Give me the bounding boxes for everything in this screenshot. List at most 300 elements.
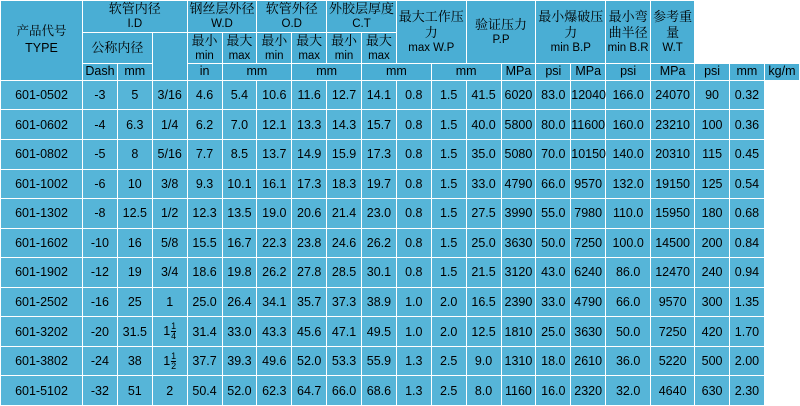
cell-pp-psi: 12040 (571, 80, 606, 110)
group-header-pp-en: P.P (492, 34, 510, 47)
cell-id-min: 31.4 (187, 317, 222, 347)
cell-pp-psi: 6240 (571, 258, 606, 288)
cell-id-max: 5.4 (222, 80, 257, 110)
cell-wp-psi: 3630 (501, 228, 536, 258)
table-row (1, 346, 800, 376)
table-row (1, 169, 800, 199)
cell-wp-psi: 2390 (501, 287, 536, 317)
group-header-wd-en: W.D (211, 18, 233, 31)
group-header-wd (187, 1, 257, 33)
cell-wd-max: 14.9 (292, 139, 327, 169)
unit-header-pp-psi: psi (606, 64, 651, 81)
cell-dash: -10 (83, 228, 118, 258)
cell-in: 1/2 (152, 199, 187, 229)
cell-pp-mpa: 43.0 (536, 258, 571, 288)
cell-od-min: 18.3 (327, 169, 362, 199)
cell-wp-psi: 1160 (501, 376, 536, 406)
cell-wd-min: 43.3 (257, 317, 292, 347)
cell-in: 1/4 (152, 110, 187, 140)
subheader-od-max-en: max (368, 49, 390, 62)
cell-pp-mpa: 18.0 (536, 346, 571, 376)
cell-dash: -32 (83, 376, 118, 406)
cell-mm: 19 (117, 258, 152, 288)
cell-bp-psi: 5220 (651, 346, 695, 376)
cell-wp-mpa: 25.0 (466, 228, 501, 258)
cell-mm: 51 (117, 376, 152, 406)
cell-br: 300 (695, 287, 730, 317)
subheader-od-min-cn: 最小 (331, 32, 358, 48)
header-row-groups (1, 1, 800, 33)
group-header-wt-cn: 参考重量 (653, 8, 693, 40)
cell-wd-min: 49.6 (257, 346, 292, 376)
cell-od-max: 30.1 (362, 258, 397, 288)
cell-mm: 10 (117, 169, 152, 199)
cell-od-max: 26.2 (362, 228, 397, 258)
cell-mm: 8 (117, 139, 152, 169)
cell-ct-min: 1.0 (396, 287, 431, 317)
cell-id-max: 16.7 (222, 228, 257, 258)
cell-pp-psi: 2320 (571, 376, 606, 406)
group-header-id-cn: 软管内径 (108, 1, 161, 16)
cell-in: 5/8 (152, 228, 187, 258)
unit-header-mm: mm (117, 64, 152, 81)
group-header-pp (466, 1, 536, 64)
cell-wd-min: 22.3 (257, 228, 292, 258)
cell-wp-mpa: 8.0 (466, 376, 501, 406)
group-header-ct (327, 1, 397, 33)
cell-wt: 0.84 (730, 228, 765, 258)
cell-mm: 16 (117, 228, 152, 258)
cell-od-min: 14.3 (327, 110, 362, 140)
cell-wp-mpa: 16.5 (466, 287, 501, 317)
cell-bp-mpa: 132.0 (606, 169, 651, 199)
cell-id-min: 25.0 (187, 287, 222, 317)
group-header-wp-cn: 最大工作压力 (398, 8, 464, 40)
cell-ct-max: 1.5 (431, 258, 466, 288)
cell-id-max: 8.5 (222, 139, 257, 169)
cell-wp-mpa: 9.0 (466, 346, 501, 376)
cell-wt: 1.70 (730, 317, 765, 347)
cell-id-min: 37.7 (187, 346, 222, 376)
cell-wd-min: 34.1 (257, 287, 292, 317)
cell-br: 500 (695, 346, 730, 376)
cell-wt: 0.32 (730, 80, 765, 110)
cell-wd-min: 12.1 (257, 110, 292, 140)
unit-header-wp-mpa: MPa (501, 64, 536, 81)
header-row-units (1, 64, 800, 81)
cell-in: 3/4 (152, 258, 187, 288)
group-header-br (606, 1, 651, 64)
cell-ct-max: 1.5 (431, 169, 466, 199)
cell-ct-min: 0.8 (396, 199, 431, 229)
cell-wp-psi: 1810 (501, 317, 536, 347)
cell-bp-psi: 12470 (651, 258, 695, 288)
cell-od-max: 68.6 (362, 376, 397, 406)
cell-type: 601-1602 (1, 228, 83, 258)
cell-bp-psi: 15950 (651, 199, 695, 229)
unit-header-dash: Dash (83, 64, 118, 81)
subheader-id-max-en: max (228, 49, 251, 62)
cell-type: 601-0802 (1, 139, 83, 169)
cell-mm: 5 (117, 80, 152, 110)
cell-od-max: 38.9 (362, 287, 397, 317)
cell-ct-min: 0.8 (396, 228, 431, 258)
cell-od-max: 15.7 (362, 110, 397, 140)
cell-id-min: 4.6 (187, 80, 222, 110)
cell-bp-psi: 7250 (651, 317, 695, 347)
cell-pp-psi: 4790 (571, 287, 606, 317)
group-header-od-cn: 软管外径 (265, 1, 318, 16)
cell-bp-mpa: 140.0 (606, 139, 651, 169)
cell-ct-min: 0.8 (396, 139, 431, 169)
subheader-wd-min (257, 32, 292, 64)
table-row (1, 139, 800, 169)
cell-od-max: 14.1 (362, 80, 397, 110)
cell-ct-max: 1.5 (431, 80, 466, 110)
table-row (1, 228, 800, 258)
cell-wt: 2.00 (730, 346, 765, 376)
cell-wp-mpa: 41.5 (466, 80, 501, 110)
cell-ct-max: 2.0 (431, 287, 466, 317)
subheader-wd-min-en: min (265, 49, 284, 62)
cell-wp-psi: 6020 (501, 80, 536, 110)
cell-wd-min: 26.2 (257, 258, 292, 288)
cell-id-min: 18.6 (187, 258, 222, 288)
unit-header-wp-psi: psi (536, 64, 571, 81)
cell-ct-max: 1.5 (431, 199, 466, 229)
group-header-bp (536, 1, 606, 64)
unit-header-bp-psi: psi (695, 64, 730, 81)
cell-pp-mpa: 55.0 (536, 199, 571, 229)
cell-wp-mpa: 40.0 (466, 110, 501, 140)
cell-mm: 31.5 (117, 317, 152, 347)
cell-ct-max: 2.5 (431, 376, 466, 406)
cell-wt: 0.36 (730, 110, 765, 140)
cell-pp-mpa: 33.0 (536, 287, 571, 317)
cell-id-max: 7.0 (222, 110, 257, 140)
cell-wp-psi: 3990 (501, 199, 536, 229)
cell-in: 3/16 (152, 80, 187, 110)
cell-type: 601-3802 (1, 346, 83, 376)
unit-header-br-mm: mm (730, 64, 765, 81)
cell-id-min: 6.2 (187, 110, 222, 140)
cell-pp-psi: 9570 (571, 169, 606, 199)
cell-wd-min: 62.3 (257, 376, 292, 406)
table-row (1, 376, 800, 406)
subheader-wd-min-cn: 最小 (261, 32, 288, 48)
unit-header-wt-kgm: kg/m (764, 64, 799, 81)
cell-dash: -16 (83, 287, 118, 317)
cell-dash: -5 (83, 139, 118, 169)
cell-wd-min: 19.0 (257, 199, 292, 229)
cell-type: 601-1002 (1, 169, 83, 199)
cell-od-min: 24.6 (327, 228, 362, 258)
subheader-od-max-cn: 最大 (365, 32, 392, 48)
cell-od-min: 28.5 (327, 258, 362, 288)
cell-bp-mpa: 50.0 (606, 317, 651, 347)
cell-wp-mpa: 35.0 (466, 139, 501, 169)
cell-id-max: 52.0 (222, 376, 257, 406)
cell-pp-psi: 3630 (571, 317, 606, 347)
cell-od-min: 66.0 (327, 376, 362, 406)
cell-od-min: 53.3 (327, 346, 362, 376)
cell-ct-min: 0.8 (396, 169, 431, 199)
cell-pp-psi: 11600 (571, 110, 606, 140)
cell-dash: -20 (83, 317, 118, 347)
cell-pp-mpa: 80.0 (536, 110, 571, 140)
subheader-id-min (187, 32, 222, 64)
subheader-id-min-cn: 最小 (191, 32, 218, 48)
table-row (1, 258, 800, 288)
cell-wt: 0.94 (730, 258, 765, 288)
group-header-wd-cn: 钢丝层外径 (189, 1, 255, 16)
cell-type: 601-1902 (1, 258, 83, 288)
cell-ct-min: 0.8 (396, 80, 431, 110)
unit-header-bp-mpa: MPa (651, 64, 695, 81)
cell-od-min: 21.4 (327, 199, 362, 229)
cell-dash: -3 (83, 80, 118, 110)
cell-mm: 25 (117, 287, 152, 317)
cell-br: 180 (695, 199, 730, 229)
cell-bp-psi: 24070 (651, 80, 695, 110)
table-row (1, 80, 800, 110)
cell-id-min: 7.7 (187, 139, 222, 169)
cell-ct-min: 1.3 (396, 376, 431, 406)
subheader-wd-max (292, 32, 327, 64)
cell-br: 630 (695, 376, 730, 406)
cell-br: 90 (695, 80, 730, 110)
cell-id-max: 10.1 (222, 169, 257, 199)
cell-id-min: 12.3 (187, 199, 222, 229)
cell-bp-mpa: 110.0 (606, 199, 651, 229)
group-header-od-en: O.D (281, 18, 302, 31)
cell-bp-psi: 19150 (651, 169, 695, 199)
cell-in: 1 (152, 287, 187, 317)
cell-ct-min: 0.8 (396, 258, 431, 288)
cell-wp-psi: 4790 (501, 169, 536, 199)
cell-in: 3/8 (152, 169, 187, 199)
cell-type: 601-1302 (1, 199, 83, 229)
cell-bp-mpa: 100.0 (606, 228, 651, 258)
cell-pp-mpa: 83.0 (536, 80, 571, 110)
cell-dash: -6 (83, 169, 118, 199)
cell-wt: 1.35 (730, 287, 765, 317)
cell-pp-psi: 10150 (571, 139, 606, 169)
cell-wd-max: 20.6 (292, 199, 327, 229)
cell-in: 1 $\frac{1}{4}$ (152, 317, 187, 347)
cell-bp-mpa: 160.0 (606, 110, 651, 140)
unit-header-od-mm: mm (362, 64, 432, 81)
cell-id-max: 19.8 (222, 258, 257, 288)
cell-wd-min: 13.7 (257, 139, 292, 169)
cell-ct-max: 1.5 (431, 110, 466, 140)
cell-wd-min: 16.1 (257, 169, 292, 199)
cell-ct-max: 2.0 (431, 317, 466, 347)
cell-pp-mpa: 16.0 (536, 376, 571, 406)
cell-wd-max: 64.7 (292, 376, 327, 406)
cell-wd-max: 13.3 (292, 110, 327, 140)
group-header-ct-cn: 外胶层厚度 (328, 1, 394, 16)
subheader-od-max (362, 32, 397, 64)
group-header-pp-cn: 验证压力 (474, 16, 527, 32)
cell-od-max: 49.5 (362, 317, 397, 347)
cell-ct-max: 2.5 (431, 346, 466, 376)
group-header-ct-en: C.T (352, 18, 371, 31)
group-header-wt (651, 1, 695, 64)
cell-br: 200 (695, 228, 730, 258)
cell-bp-psi: 4640 (651, 376, 695, 406)
cell-wd-max: 17.3 (292, 169, 327, 199)
cell-id-max: 33.0 (222, 317, 257, 347)
cell-in: 2 (152, 376, 187, 406)
table-body (1, 80, 800, 405)
cell-type: 601-2502 (1, 287, 83, 317)
cell-br: 100 (695, 110, 730, 140)
cell-wd-max: 45.6 (292, 317, 327, 347)
unit-header-ct-mm: mm (431, 64, 501, 81)
cell-type: 601-0502 (1, 80, 83, 110)
table-row (1, 199, 800, 229)
unit-header-wd-mm: mm (292, 64, 362, 81)
cell-dash: -12 (83, 258, 118, 288)
cell-dash: -4 (83, 110, 118, 140)
cell-id-max: 13.5 (222, 199, 257, 229)
cell-bp-mpa: 86.0 (606, 258, 651, 288)
cell-pp-mpa: 66.0 (536, 169, 571, 199)
cell-wt: 0.68 (730, 199, 765, 229)
cell-bp-mpa: 32.0 (606, 376, 651, 406)
cell-wp-psi: 5080 (501, 139, 536, 169)
column-header-type-en: TYPE (25, 41, 58, 56)
cell-pp-psi: 7250 (571, 228, 606, 258)
cell-od-min: 15.9 (327, 139, 362, 169)
cell-type: 601-5102 (1, 376, 83, 406)
cell-in: 5/16 (152, 139, 187, 169)
cell-br: 115 (695, 139, 730, 169)
table-row (1, 317, 800, 347)
cell-wp-psi: 5800 (501, 110, 536, 140)
group-header-br-en: min B.R (607, 42, 649, 55)
cell-id-max: 26.4 (222, 287, 257, 317)
cell-wd-max: 11.6 (292, 80, 327, 110)
cell-wd-min: 10.6 (257, 80, 292, 110)
cell-bp-mpa: 36.0 (606, 346, 651, 376)
table-header (1, 1, 800, 81)
group-header-wt-en: W.T (662, 42, 683, 55)
cell-dash: -24 (83, 346, 118, 376)
cell-bp-psi: 14500 (651, 228, 695, 258)
cell-br: 125 (695, 169, 730, 199)
subheader-nominal-id: 公称内径 (83, 32, 153, 64)
cell-wt: 0.45 (730, 139, 765, 169)
cell-od-max: 17.3 (362, 139, 397, 169)
cell-od-min: 12.7 (327, 80, 362, 110)
cell-wp-mpa: 12.5 (466, 317, 501, 347)
unit-header-in: in (187, 64, 222, 81)
cell-id-min: 15.5 (187, 228, 222, 258)
group-header-od (257, 1, 327, 33)
cell-wp-psi: 3120 (501, 258, 536, 288)
cell-dash: -8 (83, 199, 118, 229)
cell-wp-mpa: 33.0 (466, 169, 501, 199)
cell-br: 420 (695, 317, 730, 347)
cell-br: 240 (695, 258, 730, 288)
unit-header-id-mm: mm (222, 64, 292, 81)
group-header-wp (396, 1, 466, 64)
group-header-wp-en: max W.P (408, 42, 455, 55)
subheader-wd-max-cn: 最大 (296, 32, 323, 48)
subheader-id-max-cn: 最大 (226, 32, 253, 48)
column-header-type (1, 1, 83, 81)
cell-od-min: 47.1 (327, 317, 362, 347)
cell-ct-min: 1.3 (396, 346, 431, 376)
cell-type: 601-3202 (1, 317, 83, 347)
group-header-bp-cn: 最小爆破压力 (538, 8, 604, 40)
cell-bp-mpa: 166.0 (606, 80, 651, 110)
table-row (1, 110, 800, 140)
cell-od-max: 23.0 (362, 199, 397, 229)
cell-id-min: 50.4 (187, 376, 222, 406)
cell-od-min: 37.3 (327, 287, 362, 317)
group-header-br-cn: 最小弯曲半径 (608, 8, 648, 40)
cell-wt: 0.54 (730, 169, 765, 199)
cell-ct-min: 1.0 (396, 317, 431, 347)
cell-wd-max: 35.7 (292, 287, 327, 317)
cell-ct-max: 1.5 (431, 139, 466, 169)
cell-wp-mpa: 27.5 (466, 199, 501, 229)
column-header-type-cn: 产品代号 (16, 23, 67, 38)
cell-wd-max: 27.8 (292, 258, 327, 288)
cell-pp-psi: 2610 (571, 346, 606, 376)
cell-in: 1 $\frac{1}{2}$ (152, 346, 187, 376)
cell-bp-psi: 20310 (651, 139, 695, 169)
unit-header-pp-mpa: MPa (571, 64, 606, 81)
cell-pp-mpa: 50.0 (536, 228, 571, 258)
cell-id-max: 39.3 (222, 346, 257, 376)
cell-wd-max: 52.0 (292, 346, 327, 376)
cell-od-max: 55.9 (362, 346, 397, 376)
subheader-id-min-en: min (195, 49, 214, 62)
cell-pp-mpa: 70.0 (536, 139, 571, 169)
group-header-id-en: I.D (127, 18, 143, 31)
subheader-od-min-en: min (334, 49, 354, 62)
cell-type: 601-0602 (1, 110, 83, 140)
group-header-id (83, 1, 188, 33)
cell-od-max: 19.7 (362, 169, 397, 199)
cell-id-min: 9.3 (187, 169, 222, 199)
cell-wp-psi: 1310 (501, 346, 536, 376)
subheader-wd-max-en: max (298, 49, 321, 62)
cell-wp-mpa: 21.5 (466, 258, 501, 288)
table-row (1, 287, 800, 317)
subheader-od-min (327, 32, 362, 64)
cell-wd-max: 23.8 (292, 228, 327, 258)
subheader-id-nominal-unit (152, 32, 187, 80)
cell-bp-psi: 9570 (651, 287, 695, 317)
cell-bp-psi: 23210 (651, 110, 695, 140)
cell-wt: 2.30 (730, 376, 765, 406)
cell-pp-psi: 7980 (571, 199, 606, 229)
cell-mm: 6.3 (117, 110, 152, 140)
cell-bp-mpa: 66.0 (606, 287, 651, 317)
cell-pp-mpa: 25.0 (536, 317, 571, 347)
subheader-id-max (222, 32, 257, 64)
cell-ct-max: 1.5 (431, 228, 466, 258)
cell-mm: 38 (117, 346, 152, 376)
group-header-bp-en: min B.P (550, 42, 591, 55)
cell-ct-min: 0.8 (396, 110, 431, 140)
cell-mm: 12.5 (117, 199, 152, 229)
